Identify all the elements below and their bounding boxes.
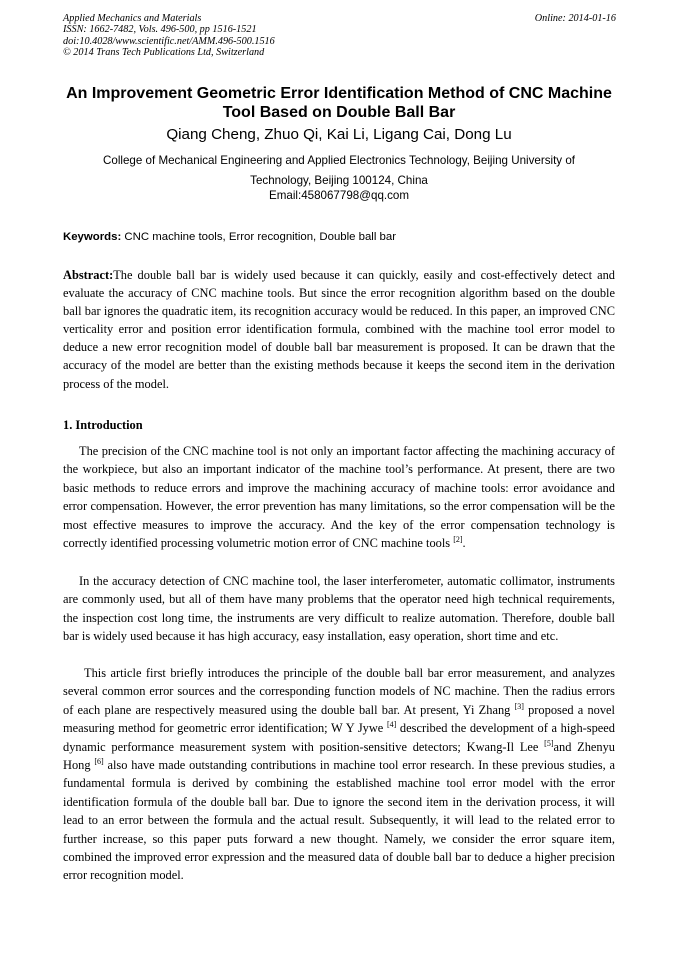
intro-p3-text-e: also have made outstanding contributions in machine tool error research. In these previous studies, a fundamental formula is derived by combining the established machine tool error model with the error identification formula of the double ball bar. Due to ignore the second item in the derivation process, it will lead to an error between the formula and the actual result. Subsequently, it will lead to the related error to further increase, so this paper puts forward a new thought. Namely, we consider the error square item, combined the improved error expression and the measured data of double ball bar to deduce a higher precision error recognition model.	[63, 758, 615, 883]
keywords-label: Keywords:	[63, 231, 122, 243]
intro-p1-text: The precision of the CNC machine tool is not only an important factor affecting the machining accuracy of the workpiece, but also an important indicator of the machine tool’s performance. At present, there are two basic methods to reduce errors and improve the machining accuracy of machine tools: error avoidance and error compensation. However, the error prevention has many limitations, so the error compensation will be the most effective measures to improve the accuracy. And the key of the error compensation technology is correctly identified processing volumetric motion error of CNC machine tools	[63, 444, 615, 551]
affiliation-line-1: College of Mechanical Engineering and Applied Electronics Technology, Beijing University of	[103, 154, 575, 167]
journal-doi: doi:10.4028/www.scientific.net/AMM.496-500.1516	[63, 35, 275, 47]
period: .	[462, 536, 466, 551]
abstract-text: The double ball bar is widely used because it can quickly, easily and cost-effectively detect and evaluate the accuracy of CNC machine tools. But since the error recognition algorithm based on the double ball bar ignores the quadratic item, its recognition accuracy would be reduced. In this paper, an improved CNC verticality error and position error identification formula, combined with the machine tool error model to deduce a new error recognition model of double ball bar measurement is proposed. It can be drawn that the accuracy of the model are better than the existing methods because it keeps the second item in the derivation process of the model.	[63, 268, 615, 391]
online-date: Online: 2014-01-16	[534, 13, 616, 24]
journal-name: Applied Mechanics and Materials	[63, 13, 202, 24]
title-line-1: An Improvement Geometric Error Identification Method of CNC Machine	[66, 85, 612, 102]
title-line-2: Tool Based on Double Ball Bar	[222, 104, 456, 121]
citation-ref: [3]	[514, 701, 524, 711]
citation-ref: [6]	[94, 757, 104, 767]
intro-paragraph-2	[63, 572, 615, 646]
citation-ref: [5]	[544, 738, 554, 748]
section-heading-introduction: 1. Introduction	[63, 418, 143, 432]
author-email: Email:458067798@qq.com	[268, 189, 410, 202]
citation-ref: [4]	[386, 720, 397, 730]
intro-p2-text: In the accuracy detection of CNC machine tool, the laser interferometer, automatic collimator, instruments are commonly used, but all of them have many problems that the operator need high technical requirements, the inspection cost long time, the instruments are very difficult to realize automation. Therefore, double ball bar is widely used because it has high accuracy, easy installation, easy operation, short time and etc.	[63, 574, 615, 644]
intro-p3-text-b: proposed a novel measuring method for geometric error identification; W Y Jywe	[63, 702, 615, 736]
keywords	[63, 229, 615, 245]
intro-paragraph-1	[63, 442, 615, 552]
affiliation-line-2: Technology, Beijing 100124, China	[250, 174, 428, 187]
intro-paragraph-3	[63, 664, 615, 885]
intro-p3-text-a: This article first briefly introduces the principle of the double ball bar error measurement, and analyzes several common error sources and the corresponding function models of NC machine. Then the radius errors of each plane are respectively measured using the double ball bar. At present, Yi Zhang	[63, 666, 615, 717]
paper-title	[40, 84, 638, 122]
abstract	[63, 266, 615, 393]
journal-issn: ISSN: 1662-7482, Vols. 496-500, pp 1516-1521	[63, 24, 257, 36]
copyright-line: © 2014 Trans Tech Publications Ltd, Switzerland	[63, 47, 265, 59]
journal-header	[63, 13, 483, 59]
affiliation	[64, 151, 614, 191]
abstract-label: Abstract:	[63, 268, 114, 282]
intro-p3-text-d: and Zhenyu Hong	[63, 739, 615, 773]
keywords-text: CNC machine tools, Error recognition, Double ball bar	[121, 231, 397, 243]
citation-ref: [2]	[453, 535, 463, 545]
intro-p3-text-c: described the development of a high-speed dynamic performance measurement system with position-sensitive detectors; Kwang-Il Lee	[63, 721, 615, 754]
author-list: Qiang Cheng, Zhuo Qi, Kai Li, Ligang Cai, Dong Lu	[166, 126, 512, 143]
